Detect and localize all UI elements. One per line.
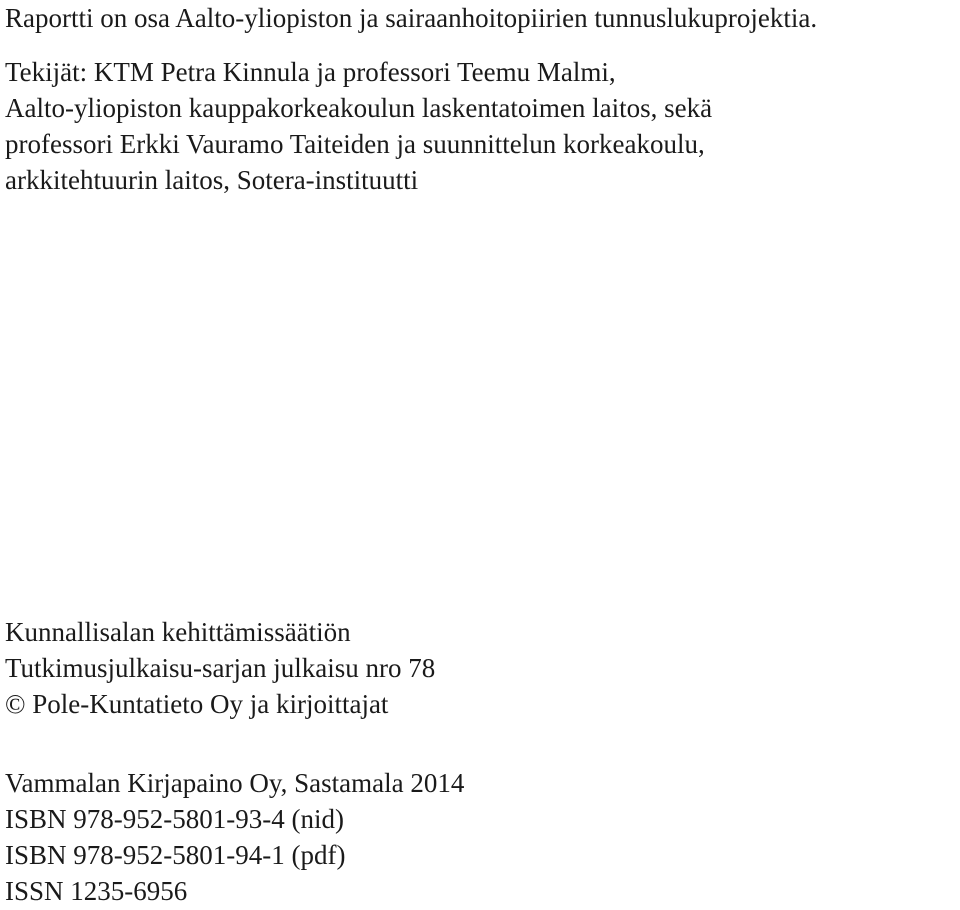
- authors-line: Aalto-yliopiston kauppakorkeakoulun laskentatoimen laitos, sekä: [5, 93, 713, 123]
- isbn-pdf-line: ISBN 978-952-5801-94-1 (pdf): [5, 840, 346, 870]
- publisher-info: [5, 614, 960, 722]
- authors-paragraph: [5, 54, 960, 198]
- authors-line: arkkitehtuurin laitos, Sotera-instituutti: [5, 165, 419, 195]
- intro-line: Raportti on osa Aalto-yliopiston ja sairaanhoitopiirien tunnuslukuprojektia.: [5, 3, 818, 33]
- issn-line: ISSN 1235-6956: [5, 876, 188, 906]
- copyright-line: © Pole-Kuntatieto Oy ja kirjoittajat: [5, 689, 389, 719]
- printer-line: Vammalan Kirjapaino Oy, Sastamala 2014: [5, 768, 465, 798]
- series-line: Tutkimusjulkaisu-sarjan julkaisu nro 78: [5, 653, 436, 683]
- authors-line: Tekijät: KTM Petra Kinnula ja professori Teemu Malmi,: [5, 57, 616, 87]
- publisher-line: Kunnallisalan kehittämissäätiön: [5, 617, 351, 647]
- printing-info: [5, 765, 960, 909]
- isbn-print-line: ISBN 978-952-5801-93-4 (nid): [5, 804, 344, 834]
- intro-paragraph: [5, 0, 960, 36]
- authors-line: professori Erkki Vauramo Taiteiden ja suunnittelun korkeakoulu,: [5, 129, 705, 159]
